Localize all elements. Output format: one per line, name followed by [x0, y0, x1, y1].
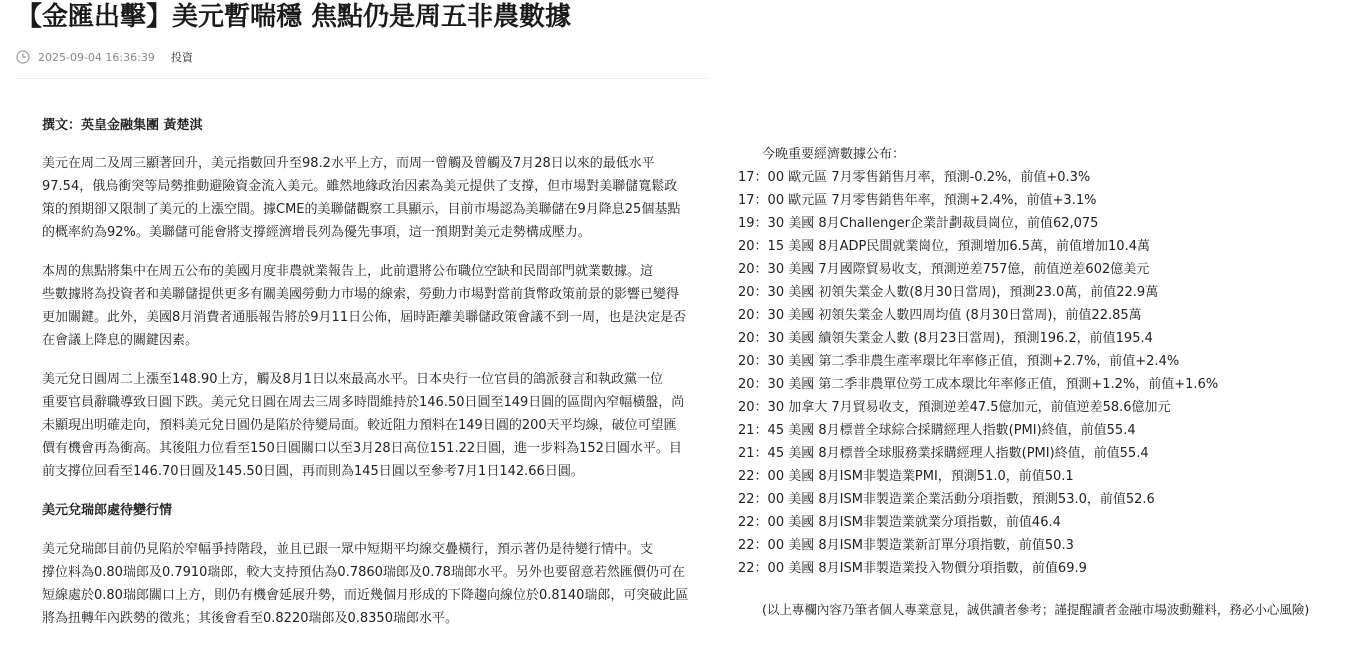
publish-datetime: 2025-09-04 16:36:39 [38, 50, 155, 64]
calendar-item: 22：00 美國 8月ISM非製造業投入物價分項指數，前值69.9 [738, 561, 1087, 576]
article-headline: 【金匯出擊】美元暫喘穩 焦點仍是周五非農數據 [16, 2, 572, 32]
calendar-item: 21：45 美國 8月標普全球綜合採購經理人指數(PMI)終值，前值55.4 [738, 423, 1136, 438]
calendar-item: 17：00 歐元區 7月零售銷售年率，預測+2.4%，前值+3.1% [738, 193, 1097, 208]
calendar-item: 22：00 美國 8月ISM非製造業就業分項指數，前值46.4 [738, 515, 1061, 530]
article-author: 撰文：英皇金融集團 黃楚淇 [42, 118, 203, 133]
calendar-item: 20：30 美國 續領失業金人數 (8月23日當周)，預測196.2，前值195.4 [738, 331, 1153, 346]
calendar-item: 20：30 美國 第二季非農單位勞工成本環比年率修正值，預測+1.2%，前值+1.6% [738, 377, 1219, 392]
category-link[interactable]: 投資 [170, 51, 193, 64]
calendar-item: 22：00 美國 8月ISM非製造業企業活動分項指數，預測53.0，前值52.6 [738, 492, 1155, 507]
clock-icon [16, 50, 30, 64]
calendar-item: 20：15 美國 8月ADP民間就業崗位，預測增加6.5萬，前值增加10.4萬 [738, 239, 1150, 254]
calendar-item: 22：00 美國 8月ISM非製造業新訂單分項指數，前值50.3 [738, 538, 1074, 553]
article-meta [16, 48, 193, 66]
article-paragraph-1: 美元在周二及周三顯著回升，美元指數回升至98.2水平上方，而周一曾觸及曾觸及7月28日以來的最低水平 97.54，俄烏衝突等局勢推動避險資金流入美元。雖然地緣政治因素為美元提供了支撐，但市場對美聯儲寬鬆政 策的預期卻又限制了美元的上漲空間。據CME的美聯儲觀察工具顯示，目前市場認為美聯儲在9月降息25個基點 的概率約為92%。美聯儲可能會將支撐經濟增長列為優先事項，這一預期對美元走勢構成壓力。 [42, 156, 681, 240]
economic-calendar [738, 143, 1368, 621]
calendar-item: 20：30 美國 初領失業金人數四周均值 (8月30日當周)，前值22.85萬 [738, 308, 1142, 323]
article-paragraph-4: 美元兌瑞郎目前仍見陷於窄幅爭持階段，並且已跟一眾中短期平均線交疊橫行，預示著仍是待變行情中。支 撐位料為0.80瑞郎及0.7910瑞郎，較大支持預估為0.7860瑞郎及0.78瑞郎水平。另外也要留意若然匯價仍可在 短線處於0.80瑞郎關口上方，則仍有機會延展升勢，而近幾個月形成的下降趨向線位於0.8140瑞郎，可突破此區 將為扭轉年內跌勢的徵兆；其後會看至0.8220瑞郎及0.8350瑞郎水平。 [42, 542, 689, 626]
calendar-item: 22：00 美國 8月ISM非製造業PMI，預測51.0，前值50.1 [738, 469, 1074, 484]
article-body [42, 114, 702, 646]
article-subhead: 美元兌瑞郎處待變行情 [42, 503, 173, 518]
article-paragraph-3: 美元兌日圓周二上漲至148.90上方，觸及8月1日以來最高水平。日本央行一位官員的鴿派發言和執政黨一位 重要官員辭職導致日圓下跌。美元兌日圓在周去三周多時間維持於146.50日圓至149日圓的區間內窄幅橫盤，尚 未顯現出明確走向，預料美元兌日圓仍是陷於待變局面。較近阻力預料在149日圓的200天平均線，破位可望匯 價有機會再為衝高。其後阻力位看至150日圓關口以至3月28日高位151.22日圓，進一步料為152日圓水平。目 前支撐位回看至146.70日圓及145.50日圓，再而則為145日圓以至參考7月1日142.66日圓。 [42, 372, 685, 479]
article-paragraph-2: 本周的焦點將集中在周五公布的美國月度非農就業報告上，此前還將公布職位空缺和民間部門就業數據。這 些數據將為投資者和美聯儲提供更多有關美國勞動力市場的線索，勞動力市場對當前貨幣政策前景的影響已變得 更加關鍵。此外，美國8月消費者通脹報告將於9月11日公佈，屆時距離美聯儲政策會議不到一周，也是決定是否 在會議上降息的關鍵因素。 [42, 264, 687, 348]
calendar-item: 20：30 美國 初領失業金人數(8月30日當周)，預測23.0萬，前值22.9萬 [738, 285, 1159, 300]
calendar-title: 今晚重要經濟數據公布： [762, 147, 906, 162]
calendar-item: 21：45 美國 8月標普全球服務業採購經理人指數(PMI)終值，前值55.4 [738, 446, 1149, 461]
calendar-item: 20：30 加拿大 7月貿易收支，預測逆差47.5億加元，前值逆差58.6億加元 [738, 400, 1171, 415]
calendar-item: 20：30 美國 第二季非農生產率環比年率修正值，預測+2.7%，前值+2.4% [738, 354, 1180, 369]
calendar-list [738, 166, 1368, 580]
calendar-item: 20：30 美國 7月國際貿易收支，預測逆差757億，前值逆差602億美元 [738, 262, 1150, 277]
calendar-item: 19：30 美國 8月Challenger企業計劃裁員崗位，前值62,075 [738, 216, 1099, 231]
calendar-item: 17：00 歐元區 7月零售銷售月率，預測-0.2%，前值+0.3% [738, 170, 1091, 185]
meta-divider [16, 78, 708, 79]
disclaimer-text: (以上專欄內容乃筆者個人專業意見，誠供讀者參考；謹提醒讀者金融市場波動難料，務必小心風險) [762, 602, 1310, 617]
